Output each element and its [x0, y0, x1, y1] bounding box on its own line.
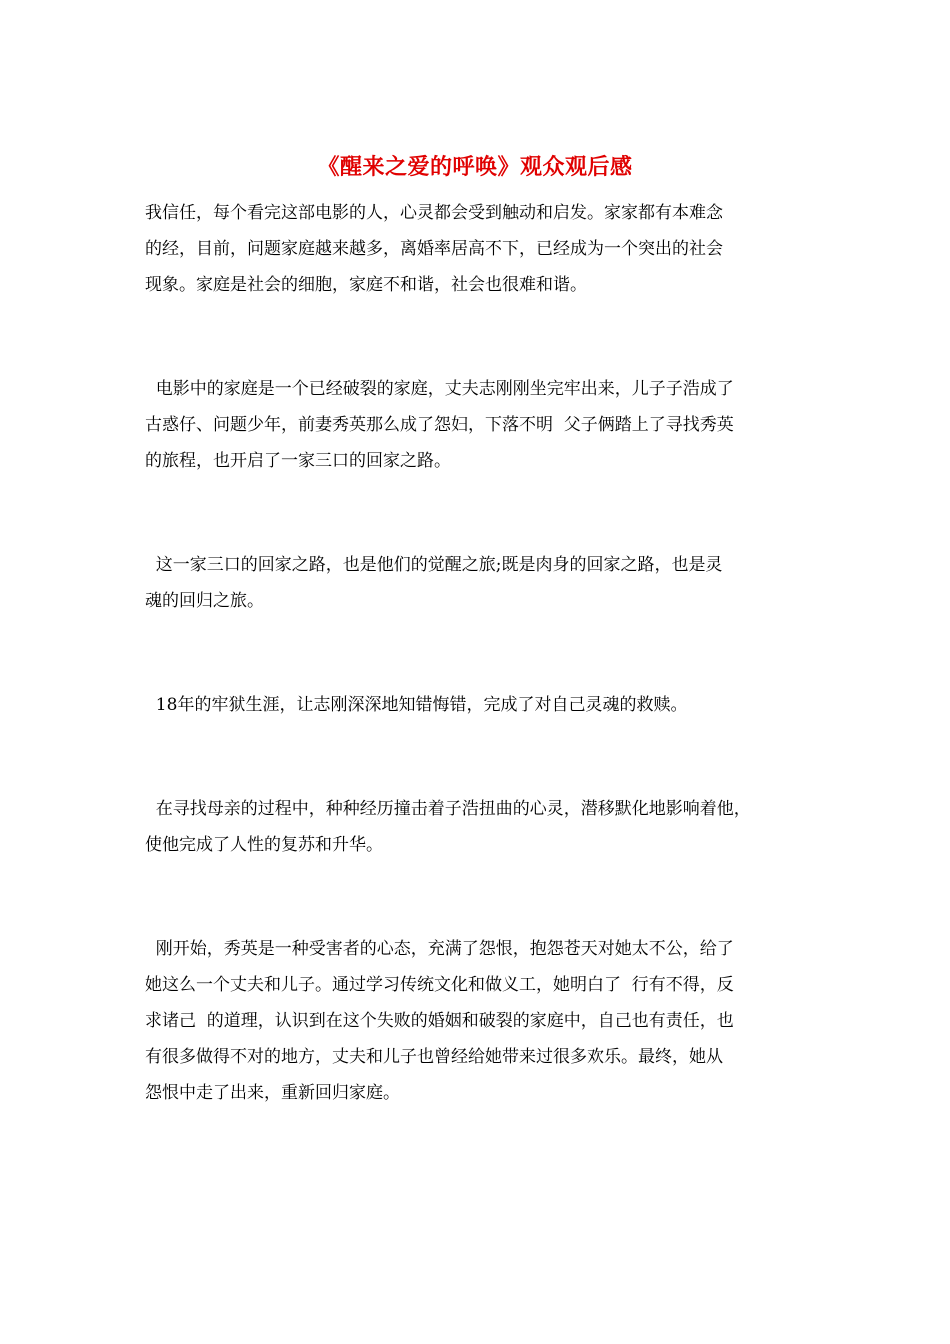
paragraph-line: 在寻找母亲的过程中，种种经历撞击着子浩扭曲的心灵，潜移默化地影响着他，: [145, 799, 751, 819]
paragraph-line: 现象。家庭是社会的细胞，家庭不和谐，社会也很难和谐。: [145, 275, 587, 295]
paragraph-gap: [145, 863, 825, 931]
paragraph-2: [145, 371, 825, 479]
paragraph-3: [145, 547, 825, 619]
paragraph-line: 刚开始，秀英是一种受害者的心态，充满了怨恨，抱怨苍天对她太不公，给了: [145, 939, 734, 959]
paragraph-6: [145, 931, 825, 1111]
paragraph-gap: [145, 619, 825, 687]
paragraph-line: 18年的牢狱生涯，让志刚深深地知错悔错，完成了对自己灵魂的救赎。: [145, 695, 688, 715]
paragraph-line: 电影中的家庭是一个已经破裂的家庭，丈夫志刚刚坐完牢出来，儿子子浩成了: [145, 379, 734, 399]
paragraph-line: 的经，目前，问题家庭越来越多，离婚率居高不下，已经成为一个突出的社会: [145, 239, 723, 259]
paragraph-gap: [145, 723, 825, 791]
paragraph-1: [145, 195, 825, 303]
paragraph-line: 使他完成了人性的复苏和升华。: [145, 835, 383, 855]
paragraph-gap: [145, 479, 825, 547]
document-title: 《醒来之爱的呼唤》观众观后感: [317, 154, 633, 180]
paragraph-gap: [145, 303, 825, 371]
paragraph-5: [145, 791, 825, 863]
document-body: [145, 195, 825, 1111]
paragraph-line: 的旅程，也开启了一家三口的回家之路。: [145, 451, 451, 471]
paragraph-line: 她这么一个丈夫和儿子。通过学习传统文化和做义工，她明白了 行有不得，反: [145, 975, 734, 995]
paragraph-line: 有很多做得不对的地方，丈夫和儿子也曾经给她带来过很多欢乐。最终，她从: [145, 1047, 723, 1067]
paragraph-line: 魂的回归之旅。: [145, 591, 264, 611]
paragraph-line: 求诸己 的道理，认识到在这个失败的婚姻和破裂的家庭中，自己也有责任，也: [145, 1011, 734, 1031]
paragraph-line: 怨恨中走了出来，重新回归家庭。: [145, 1083, 400, 1103]
paragraph-line: 古惑仔、问题少年，前妻秀英那么成了怨妇，下落不明 父子俩踏上了寻找秀英: [145, 415, 734, 435]
paragraph-line: 这一家三口的回家之路，也是他们的觉醒之旅;既是肉身的回家之路，也是灵: [145, 555, 723, 575]
paragraph-4: [145, 687, 825, 723]
paragraph-line: 我信任，每个看完这部电影的人，心灵都会受到触动和启发。家家都有本难念: [145, 203, 723, 223]
